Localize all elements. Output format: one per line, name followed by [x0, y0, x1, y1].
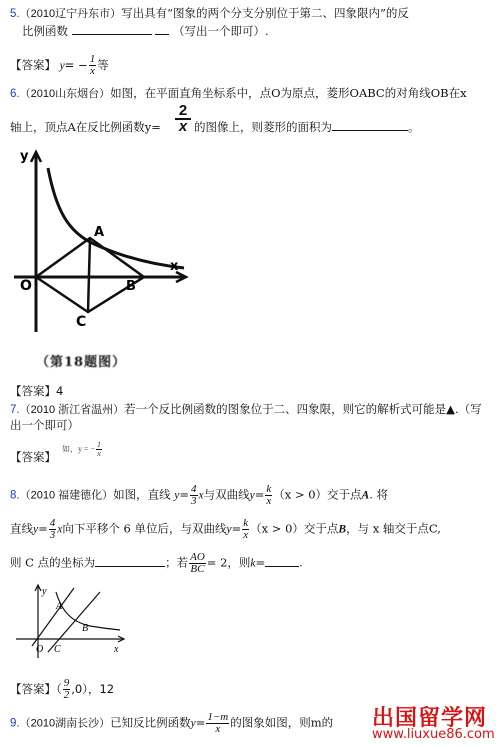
q6-fraction: 2 x [175, 104, 191, 134]
q6-fig-o-label: O [20, 278, 32, 294]
q9-line1: 9.（2010湖南长沙）已知反比例函数y= $\frac{1-m}{x}$ 的图象如图，则m的 [10, 711, 334, 735]
q9-number: 9 [10, 717, 17, 730]
q7-line2: 出一个即可） [10, 418, 79, 432]
q6-answer-label: 【答案】 [10, 384, 56, 398]
q8-fig-c-label: C [54, 644, 61, 655]
q7-source: （2010 浙江省温州） [19, 404, 125, 416]
q6-answer-value: 4 [56, 384, 64, 398]
q8-fig-y-label: y [42, 586, 47, 597]
q9-source: （2010湖南长沙） [19, 717, 111, 730]
q6-line1: 6.（2010山东烟台）如图，在平面直角坐标系中，点O为原点，菱形OABC的对角线OB在x [10, 86, 467, 100]
q8-frac-4-3: $\frac{4}{3}$ [191, 483, 197, 507]
watermark-url: www.liuxue86.com [372, 727, 495, 742]
q9-frac: $\frac{1-m}{x}$ [207, 711, 229, 735]
q6-answer [10, 384, 63, 398]
q8-source: （2010 福建德化） [19, 489, 114, 502]
q8-line1: 8.（2010 福建德化）如图，直线 y= $\frac{4}{3}$ x与双曲线y= $\frac{k}{x}$ （x > 0）交于点A. 将 [10, 483, 389, 507]
q5-number: 5 [10, 8, 17, 20]
q6-line2 [10, 120, 161, 134]
q6-fig-b-label: B [126, 279, 136, 294]
q6-line2b: 的图像上，则菱形的面积为 。 [194, 120, 420, 134]
q8-line2: 直线y= $\frac{4}{3}$ x向下平移个 6 单位后，与双曲线y= $\frac{k}{x}$ （x > 0）交于点B，与 x 轴交于点C, [10, 517, 441, 541]
q6-figure-caption: （第18题图） [36, 355, 127, 370]
q5-answer-frac: $\frac{1}{x}$ [89, 53, 96, 77]
q6-figure [8, 140, 198, 340]
q7-number: 7 [10, 404, 17, 416]
watermark-logo-text: 出国留学网 [372, 706, 488, 731]
q6-fig-x-label: x [170, 259, 179, 274]
q8-answer: 【答案】（ $\frac{9}{2}$ ,0），12 [10, 677, 115, 701]
q7-answer-label: 【答案】 [10, 450, 56, 464]
q5-text2b: （写出一个即可）. [172, 24, 269, 38]
q5-answer-blank2 [155, 34, 169, 35]
q8-fig-b-label: B [82, 623, 89, 634]
q6-text2a: 轴上，顶点A在反比例函数y= [10, 120, 161, 134]
q8-answer-blank2 [265, 566, 299, 567]
q8-number: 8 [10, 489, 17, 502]
q6-text2b: 的图像上，则菱形的面积为 [194, 120, 332, 134]
q8-answer-label: 【答案】 [10, 682, 56, 696]
q6-fig-a-label: A [94, 225, 105, 240]
q7-line1: 7.（2010 浙江省温州）若一个反比例函数的图象位于二、四象限，则它的解析式可能是▲.（写 [10, 402, 482, 416]
q6-answer-blank [332, 130, 408, 131]
q7-answer [10, 450, 56, 464]
q8-fig-x-label: x [114, 644, 119, 655]
q7-text1: 若一个反比例函数的图象位于二、四象限，则它的解析式可能是▲.（写 [124, 402, 482, 416]
q7-answer-expression: 如，y = − $\frac{1}{x}$ [62, 440, 102, 458]
q5-answer-blank [72, 34, 152, 35]
q5-text2a: 比例函数 [22, 24, 68, 38]
q5-answer-y: y [59, 60, 65, 72]
q6-fig-y-label: y [20, 149, 29, 164]
q8-answer-tail: ,0），12 [71, 682, 115, 696]
q5-line1: 5.（2010辽宁丹东市）写出具有“图象的两个分支分别位于第二、四象限内”的反 [10, 6, 409, 20]
q8-frac-k-x: $\frac{k}{x}$ [266, 483, 272, 507]
q6-number: 6 [10, 88, 17, 100]
q8-answer-blank1 [95, 566, 165, 567]
q8-line3: 则 C 点的坐标为 ；若 $\frac{AO}{BC}$ = 2，则k= . [10, 551, 303, 575]
q8-fig-o-label: O [36, 644, 44, 655]
q5-answer-label: 【答案】 [10, 58, 56, 72]
q5-answer [10, 54, 109, 77]
q5-source: （2010辽宁丹东市） [19, 8, 122, 20]
q5-answer-eq: = − [64, 58, 88, 72]
q6-fig-c-label: C [76, 314, 87, 330]
q5-answer-suffix: 等 [97, 58, 109, 72]
q8-figure [10, 582, 130, 662]
q6-text1: 如图，在平面直角坐标系中，点O为原点，菱形OABC的对角线OB在x [110, 86, 467, 100]
q6-source: （2010山东烟台） [19, 88, 111, 100]
q5-line2 [22, 24, 269, 38]
q5-text1: 写出具有“图象的两个分支分别位于第二、四象限内”的反 [121, 6, 409, 20]
q8-fig-a-label: A [56, 601, 63, 612]
